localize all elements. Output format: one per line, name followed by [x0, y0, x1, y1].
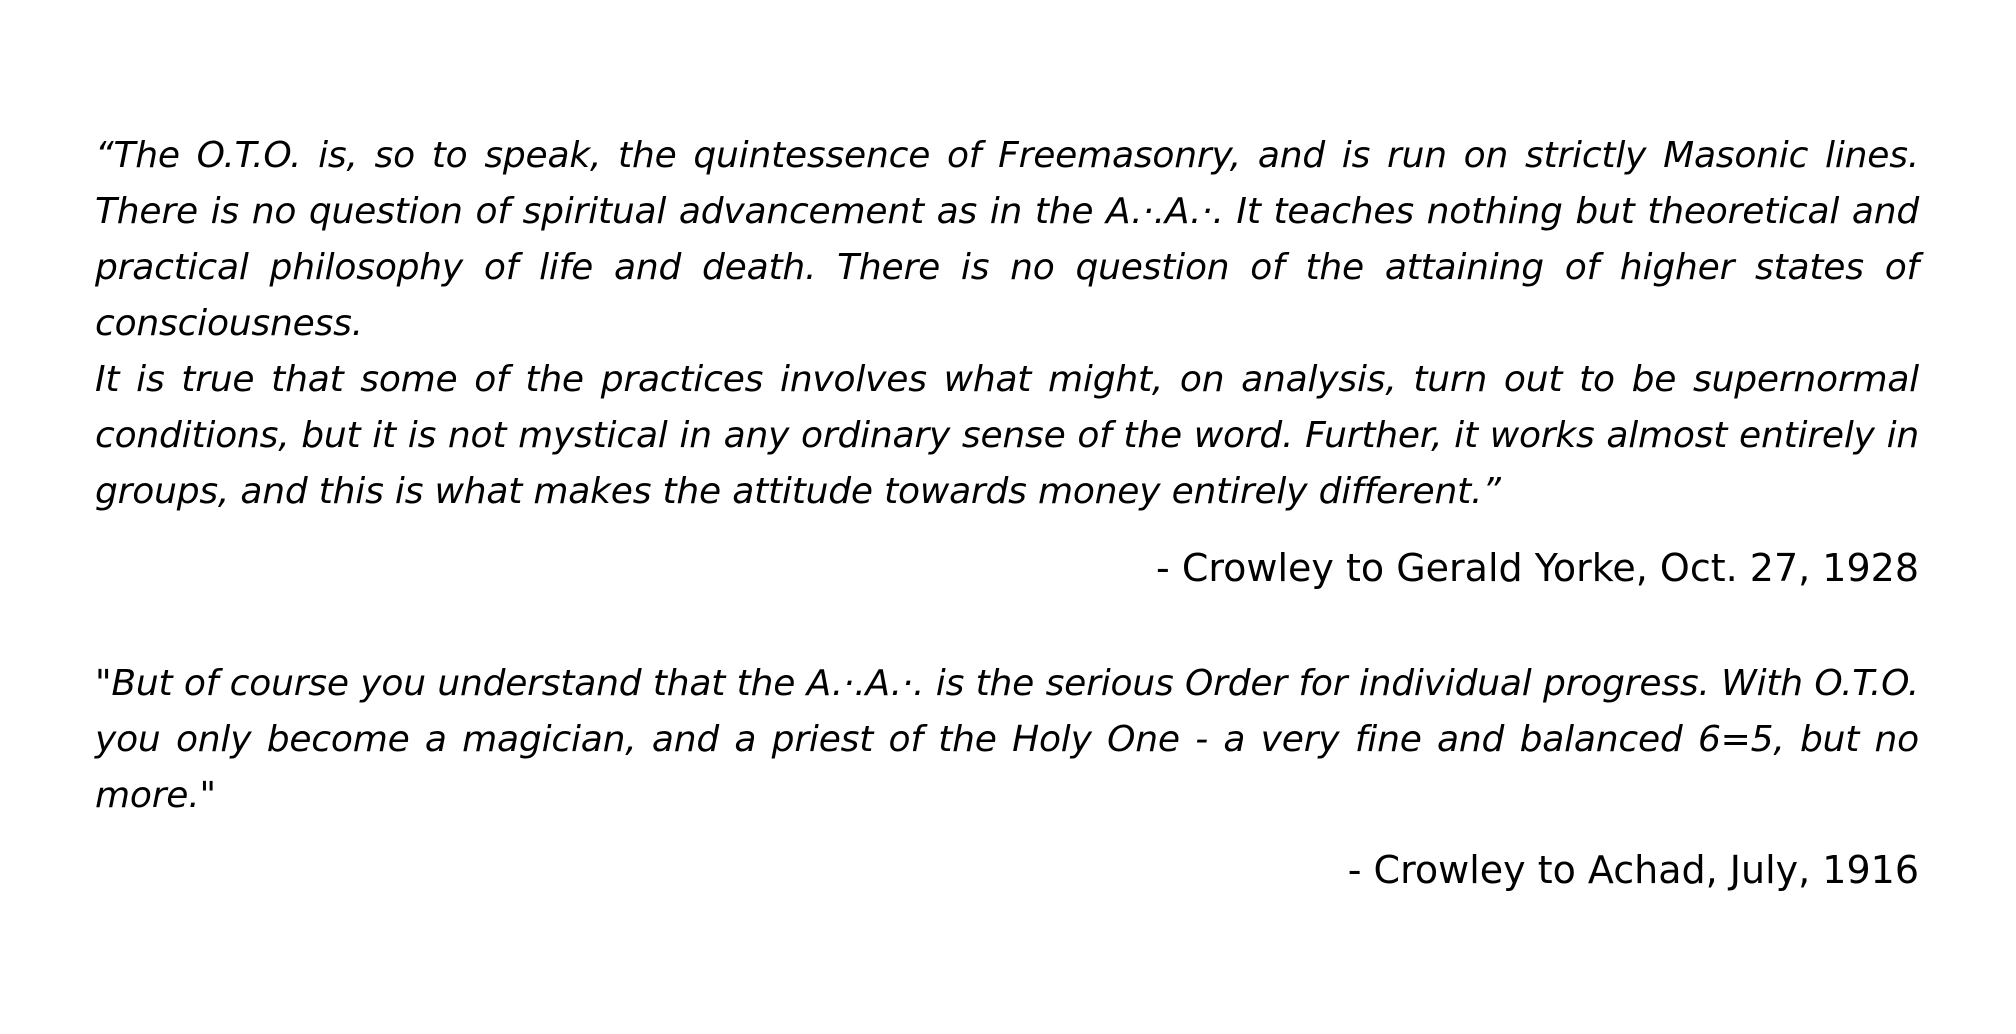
document-page — [95, 128, 1919, 898]
quote-attribution: - Crowley to Achad, July, 1916 — [1347, 848, 1919, 892]
quote-block — [95, 128, 1919, 520]
quote-paragraph: “The O.T.O. is, so to speak, the quintessence of Freemasonry, and is run on strictly Masonic lines. There is no question of spiritual advancement as in the A.·.A.·. It teaches nothing but theoretical and practical philosophy of life and death. There is no question of the attaining of higher states of consciousness. — [95, 135, 1919, 344]
quote-block — [95, 656, 1919, 824]
quote-paragraph: It is true that some of the practices involves what might, on analysis, turn out to be supernormal conditions, but it is not mystical in any ordinary sense of the word. Further, it works almost entirely in groups, and this is what makes the attitude towards money entirely different.” — [95, 359, 1919, 512]
quote-paragraph: "But of course you understand that the A.·.A.·. is the serious Order for individual progress. With O.T.O. you only become a magician, and a priest of the Holy One - a very fine and balanced 6=5, but no more." — [95, 663, 1919, 816]
quote-attribution: - Crowley to Gerald Yorke, Oct. 27, 1928 — [1156, 546, 1919, 590]
